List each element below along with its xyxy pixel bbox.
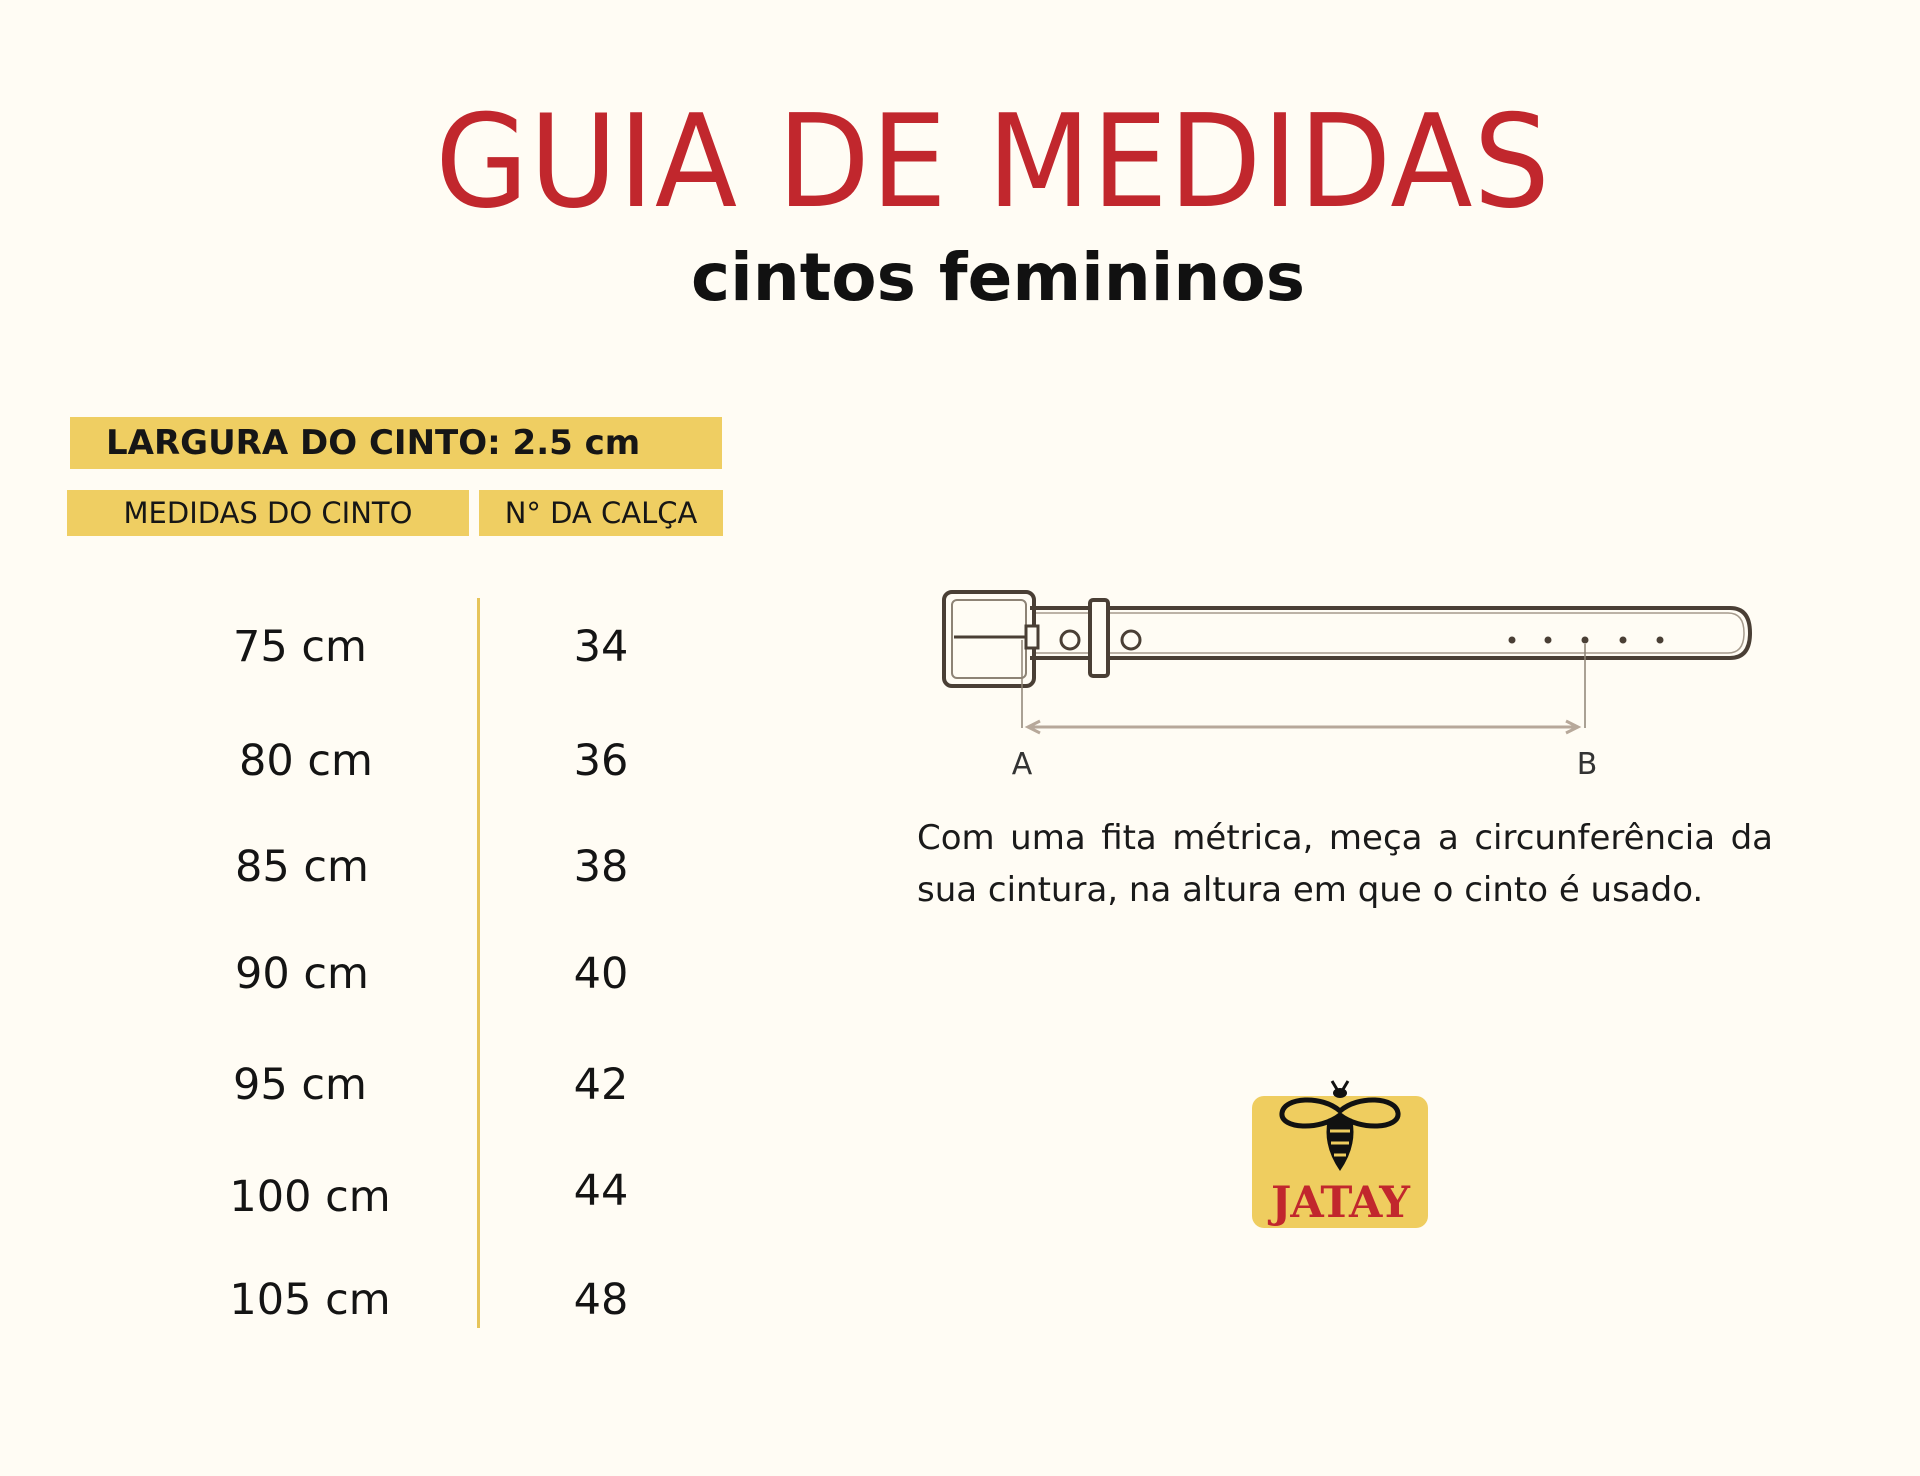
table-row-size: 100 cm (229, 1172, 391, 1222)
table-row-pants: 42 (573, 1060, 629, 1110)
table-row-size: 75 cm (233, 622, 367, 672)
column-header-pants-number: N° DA CALÇA (479, 490, 723, 536)
belt-hole (1061, 631, 1079, 649)
belt-keeper (1090, 600, 1108, 676)
column-header-belt-size: MEDIDAS DO CINTO (67, 490, 469, 536)
page-title: GUIA DE MEDIDAS (435, 88, 1551, 237)
table-row-size: 95 cm (233, 1060, 367, 1110)
page-subtitle: cintos femininos (691, 239, 1305, 316)
table-divider (477, 598, 480, 1328)
table-row-pants: 40 (573, 949, 629, 999)
belt-diagram (930, 580, 1760, 790)
table-row-size: 85 cm (235, 842, 369, 892)
measuring-instructions: Com uma fita métrica, meça a circunferência da sua cintura, na altura em que o cinto é usado. (917, 818, 1773, 910)
table-row-pants: 44 (573, 1166, 629, 1216)
table-row-pants: 36 (573, 736, 629, 786)
point-b-label: B (1576, 747, 1598, 782)
table-row-size: 105 cm (229, 1275, 391, 1325)
belt-hole (1122, 631, 1140, 649)
point-a-label: A (1011, 747, 1033, 782)
belt-buckle-icon (944, 592, 1034, 686)
table-row-size: 90 cm (235, 949, 369, 999)
table-row-pants: 48 (573, 1275, 629, 1325)
table-row-pants: 38 (573, 842, 629, 892)
table-row-size: 80 cm (239, 736, 373, 786)
table-row-pants: 34 (573, 622, 629, 672)
belt-width-label: LARGURA DO CINTO: 2.5 cm (70, 417, 722, 469)
brand-logo-text: JATAY (1271, 1178, 1409, 1228)
